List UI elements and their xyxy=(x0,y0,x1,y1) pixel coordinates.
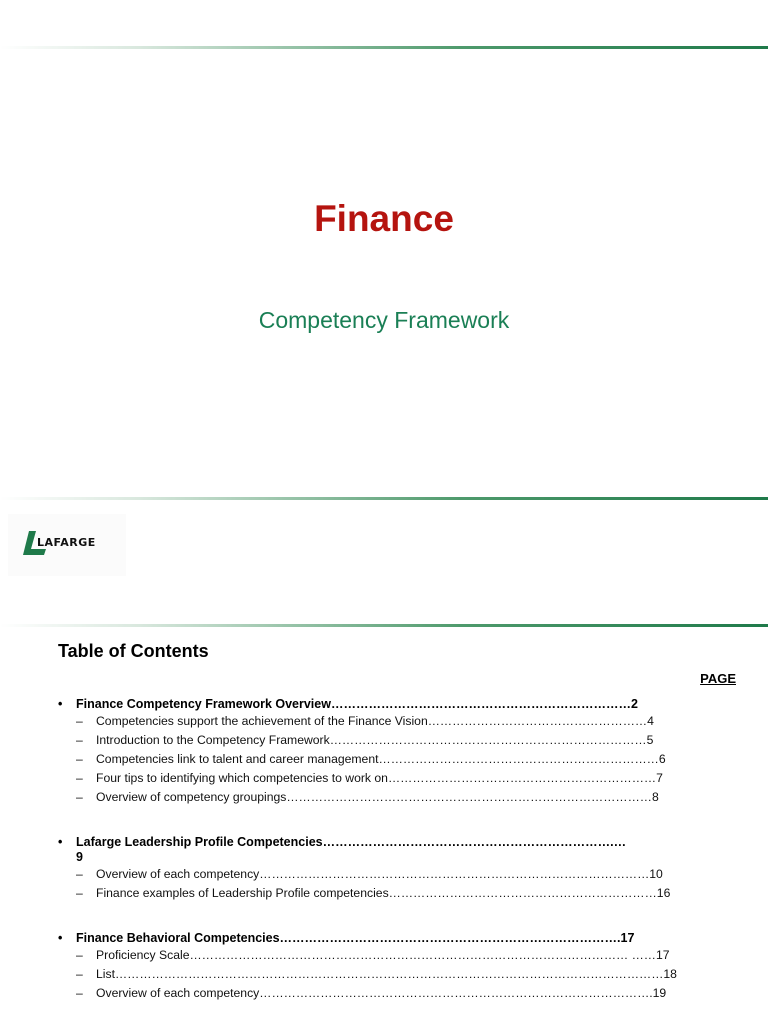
toc-section xyxy=(58,834,736,903)
toc-section xyxy=(58,696,736,807)
toc-item[interactable]: – Proficiency Scale……………………………………………………………………………………………… ……17 xyxy=(76,948,670,962)
toc-item[interactable]: – Competencies link to talent and career management……………………………………………………………6 xyxy=(76,752,666,766)
lafarge-logo xyxy=(8,514,126,576)
toc-item[interactable]: – Overview of competency groupings………………………………………………………………………………8 xyxy=(76,790,659,804)
bottom-divider xyxy=(0,497,768,500)
toc-section-title[interactable]: • Finance Behavioral Competencies……………………………………………………………………….17 xyxy=(58,931,635,945)
toc-item[interactable]: – Introduction to the Competency Framework……………………………………………………………………5 xyxy=(76,733,654,747)
toc-section xyxy=(58,930,736,1003)
toc-item[interactable]: – List………………………………………………………………………………………………………………………18 xyxy=(76,967,677,981)
toc-item[interactable]: – Overview of each competency……………………………………………………………………………………10 xyxy=(76,867,663,881)
toc-item[interactable]: – Competencies support the achievement of the Finance Vision………………………………………………4 xyxy=(76,714,654,728)
cover-subtitle: Competency Framework xyxy=(258,307,510,333)
toc-list xyxy=(58,696,736,1003)
toc-slide xyxy=(0,612,768,1024)
toc-top-divider xyxy=(0,624,768,627)
page-column-label: PAGE xyxy=(700,671,736,686)
toc-heading: Table of Contents xyxy=(58,641,209,661)
top-divider xyxy=(0,46,768,49)
toc-section-page: 9 xyxy=(76,850,83,864)
toc-section-title[interactable]: • Lafarge Leadership Profile Competencies…………………………………………………………….… xyxy=(58,835,627,849)
logo-text: LAFARGE xyxy=(37,536,96,549)
toc-item[interactable]: – Finance examples of Leadership Profile competencies…………………………………………………………16 xyxy=(76,886,671,900)
toc-section-title[interactable]: • Finance Competency Framework Overview………………………………………………………………2 xyxy=(58,697,638,711)
cover-title: Finance xyxy=(314,198,454,239)
toc-item[interactable]: – Four tips to identifying which competencies to work on…………………………………………………………7 xyxy=(76,771,663,785)
toc-item[interactable]: – Overview of each competency…………………………………………………………………………………….19 xyxy=(76,986,667,1000)
